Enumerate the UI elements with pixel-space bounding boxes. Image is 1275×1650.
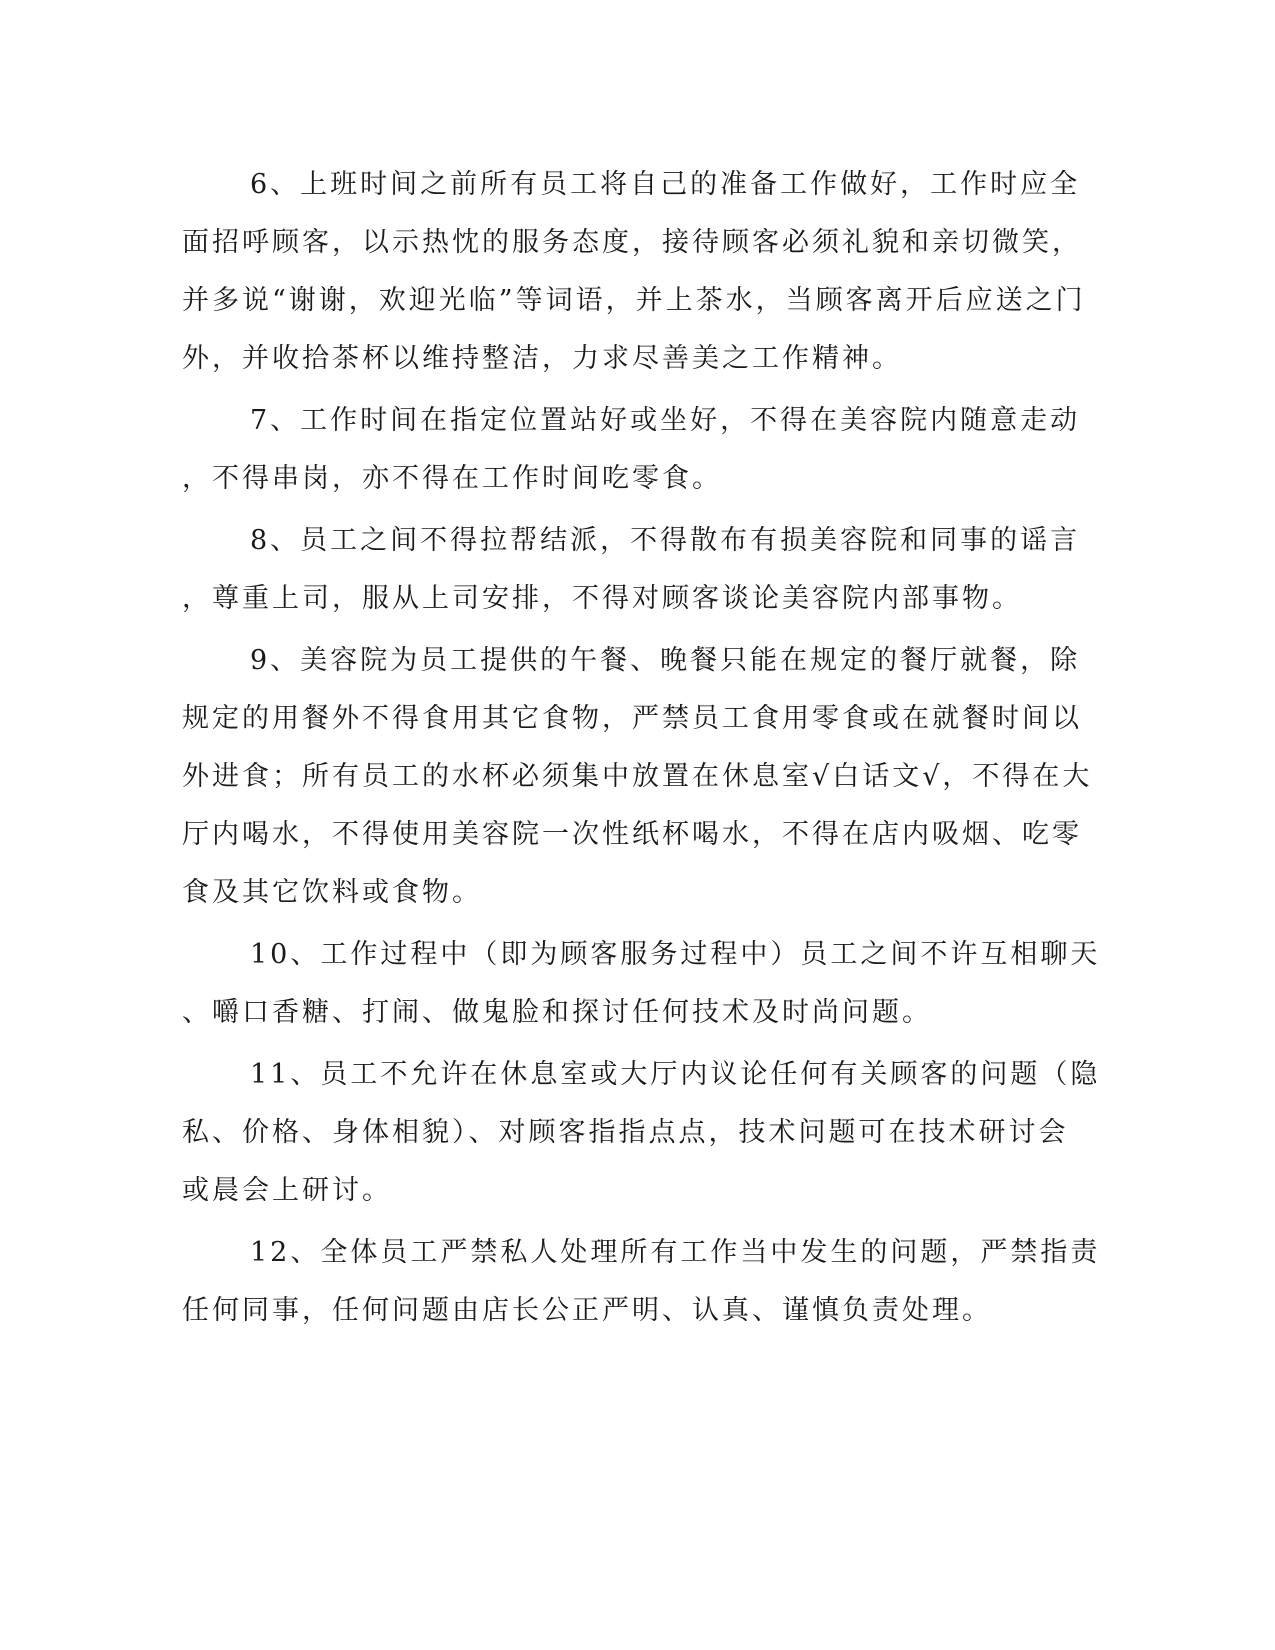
text-line: 7、工作时间在指定位置站好或坐好，不得在美容院内随意走动 [250,405,1081,436]
text-line: 9、美容院为员工提供的午餐、晚餐只能在规定的餐厅就餐，除 [250,645,1081,676]
text-line: 12、全体员工严禁私人处理所有工作当中发生的问题，严禁指责 [250,1237,1101,1268]
text-line: 并多说“谢谢，欢迎光临”等词语，并上茶水，当顾客离开后应送之门 [182,285,1086,316]
text-line: 11、员工不允许在休息室或大厅内议论任何有关顾客的问题（隐 [250,1059,1101,1090]
text-line: 任何同事，任何问题由店长公正严明、认真、谨慎负责处理。 [182,1295,992,1326]
paragraph-rule-12 [182,1224,1101,1340]
paragraph-rule-11 [182,1046,1101,1220]
text-line: 外，并收拾茶杯以维持整洁，力求尽善美之工作精神。 [182,343,902,374]
paragraph-rule-8 [182,512,1081,628]
text-line: 10、工作过程中（即为顾客服务过程中）员工之间不许互相聊天 [250,939,1101,970]
text-line: 规定的用餐外不得食用其它食物，严禁员工食用零食或在就餐时间以 [182,703,1082,734]
paragraph-rule-10 [182,926,1101,1042]
document-body [182,156,1101,1340]
text-line: 6、上班时间之前所有员工将自己的准备工作做好，工作时应全 [250,169,1081,200]
text-line: ，尊重上司，服从上司安排，不得对顾客谈论美容院内部事物。 [182,583,1022,614]
paragraph-rule-7 [182,392,1081,508]
text-line: 面招呼顾客，以示热忱的服务态度，接待顾客必须礼貌和亲切微笑， [182,227,1082,258]
text-line: ，不得串岗，亦不得在工作时间吃零食。 [182,463,722,494]
text-line: 8、员工之间不得拉帮结派，不得散布有损美容院和同事的谣言 [250,525,1081,556]
paragraph-rule-6 [182,156,1086,388]
paragraph-rule-9 [182,632,1093,922]
text-line: 厅内喝水，不得使用美容院一次性纸杯喝水，不得在店内吸烟、吃零 [182,819,1082,850]
text-line: 外进食；所有员工的水杯必须集中放置在休息室√白话文√，不得在大 [182,761,1093,792]
text-line: 食及其它饮料或食物。 [182,877,482,908]
text-line: 、嚼口香糖、打闹、做鬼脸和探讨任何技术及时尚问题。 [182,997,932,1028]
text-line: 私、价格、身体相貌）、对顾客指指点点，技术问题可在技术研讨会 [182,1117,1069,1148]
text-line: 或晨会上研讨。 [182,1175,392,1206]
